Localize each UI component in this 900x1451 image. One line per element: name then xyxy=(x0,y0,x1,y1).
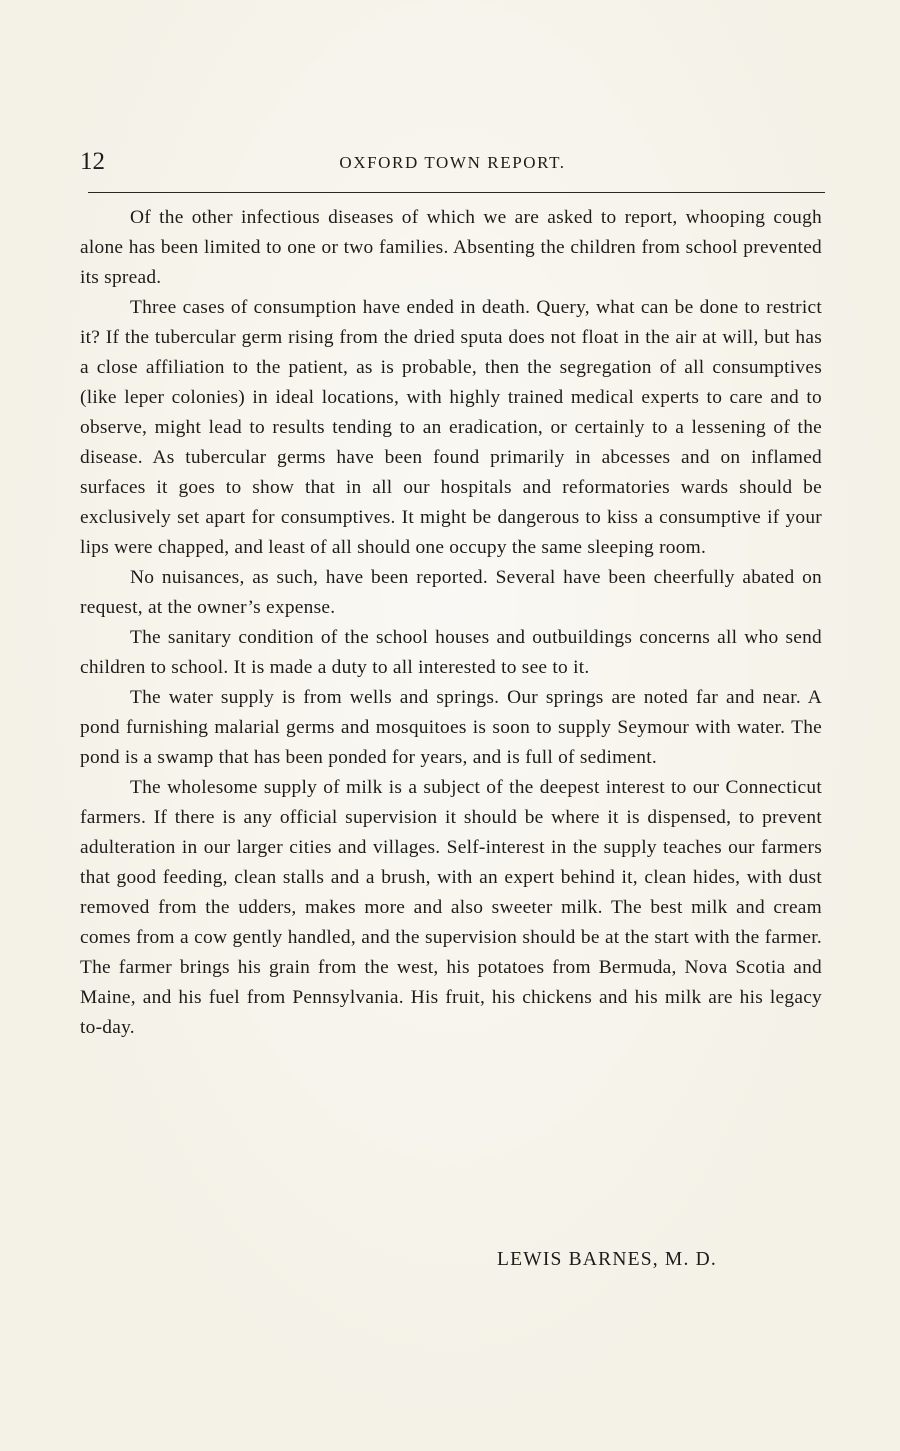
paragraph-nuisances: No nuisances, as such, have been reported. Several have been cheerfully abated on request, at the owner’s expense. xyxy=(80,567,822,618)
header-rule xyxy=(88,192,825,193)
page-number: 12 xyxy=(80,148,105,175)
page-header xyxy=(80,146,825,180)
paragraph-infectious-diseases: Of the other infectious diseases of which we are asked to report, whooping cough alone has been limited to one or two families. Absenting the children from school prevented its spread. xyxy=(80,207,822,288)
paragraph-water-supply: The water supply is from wells and springs. Our springs are noted far and near. A pond furnishing malarial germs and mosquitoes is soon to supply Seymour with water. The pond is a swamp that has been ponded for years, and is full of sediment. xyxy=(80,687,822,768)
signature: LEWIS BARNES, M. D. xyxy=(497,1249,717,1270)
paragraph-consumption: Three cases of consumption have ended in death. Query, what can be done to restrict it? If the tubercular germ rising from the dried sputa does not float in the air at will, but has a close affiliation to the patient, as is probable, then the segregation of all consumptives (like leper colonies) in ideal locations, with highly trained medical experts to care and to observe, might lead to results tending to an eradication, or certainly to a lessening of the disease. As tubercular germs have been found primarily in abcesses and on inflamed surfaces it goes to show that in all our hospitals and reformatories wards should be exclusively set apart for consumptives. It might be dangerous to kiss a consumptive if your lips were chapped, and least of all should one occupy the same sleeping room. xyxy=(80,297,822,558)
paragraph-school-sanitation: The sanitary condition of the school houses and outbuildings concerns all who send children to school. It is made a duty to all interested to see to it. xyxy=(80,627,822,678)
report-body xyxy=(80,203,822,1043)
paragraph-milk-supply: The wholesome supply of milk is a subject of the deepest interest to our Connecticut farmers. If there is any official supervision it should be where it is dispensed, to prevent adulteration in our larger cities and villages. Self-interest in the supply teaches our farmers that good feeding, clean stalls and a brush, with an expert behind it, clean hides, with dust removed from the udders, makes more and also sweeter milk. The best milk and cream comes from a cow gently handled, and the supervision should be at the start with the farmer. The farmer brings his grain from the west, his potatoes from Bermuda, Nova Scotia and Maine, and his fuel from Pennsylvania. His fruit, his chickens and his milk are his legacy to-day. xyxy=(80,777,822,1038)
running-title: OXFORD TOWN REPORT. xyxy=(339,153,566,172)
